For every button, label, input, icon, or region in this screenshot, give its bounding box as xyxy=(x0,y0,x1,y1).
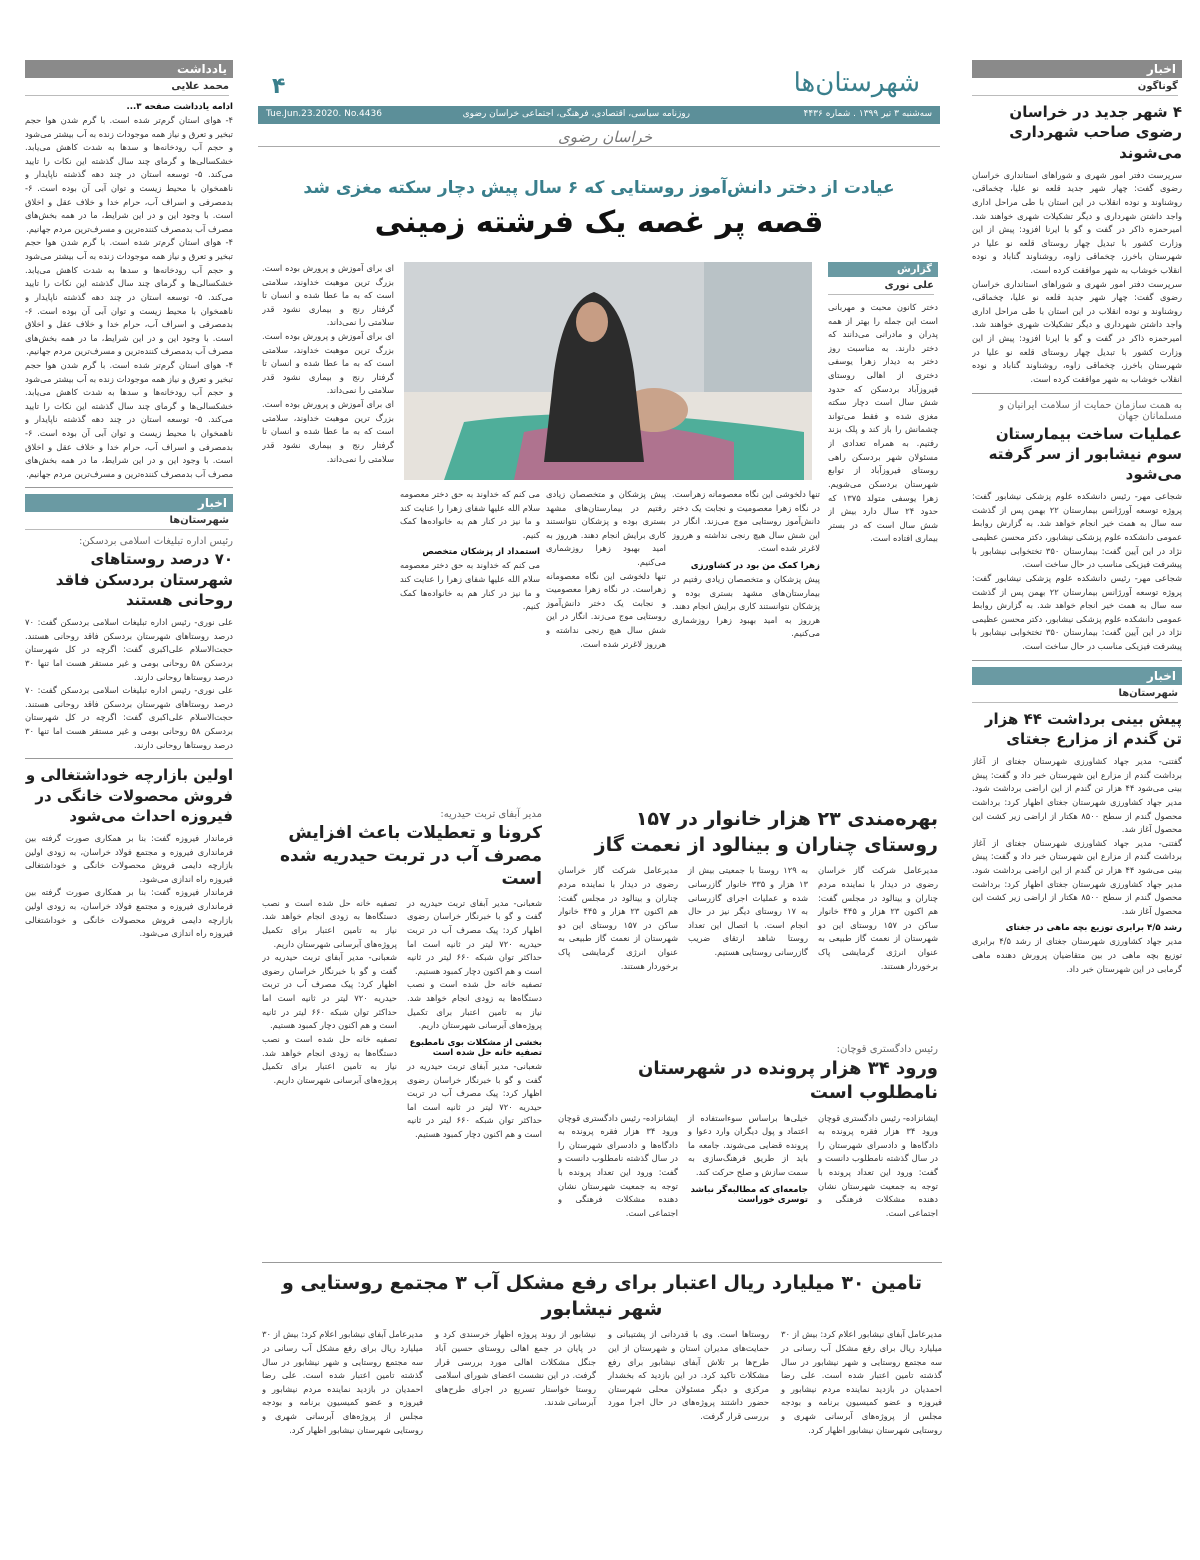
left-story2-headline: اولین بازارچه خوداشتغالی و فروش محصولات خانگی در فیروزه احداث می‌شود xyxy=(25,766,233,825)
torbat-body-2-cont: شعبانی- مدیر آبفای تربت حیدریه در گفت و گو با خبرنگار خراسان رضوی اظهار کرد: پیک مصرف آب در تربت حیدریه ۷۲۰ لیتر در ثانیه است اما حداکثر توان شبکه ۶۶۰ لیتر در ثانیه است و هم اکنون دچار کمبود هستیم. xyxy=(262,952,397,1031)
lead-col-1 xyxy=(828,262,938,792)
left-story2-body: فرماندار فیروزه گفت: بنا بر همکاری صورت گرفته بین فرمانداری فیروزه و مجتمع فولاد خراسان، به زودی اولین بازارچه دایمی فروش محصولات خانگی و خوداشتغالی فیروزه راه اندازی می‌شود. xyxy=(25,833,233,884)
lead-photo xyxy=(404,262,812,480)
chenaran-headline: بهره‌مندی ۲۳ هزار خانوار در ۱۵۷ روستای چناران و بینالود از نعمت گاز xyxy=(594,808,938,856)
issue-date-en: Tue.Jun.23.2020. No.4436 xyxy=(266,109,382,119)
quchan-body-2: خیلی‌ها براساس سوءاستفاده از اعتماد و پول دیگران وارد دعوا و پرونده قضایی می‌شوند. جامعه ما باید از طریق فرهنگ‌سازی به سمت سازش و صلح حرکت کند. xyxy=(688,1112,808,1178)
lead-col-5 xyxy=(262,262,394,792)
lead-col2-text-cont: پیش پزشکان و متخصصان زیادی رفتیم در بیمارستان‌های مشهد بستری بوده و پزشکان نتوانستند کاری برایش انجام دهند. هرروز به امید بهبود زهرا روزشماری می‌کنیم. xyxy=(672,574,820,639)
left-story1-headline: ۷۰ درصد روستاهای شهرستان بردسکن فاقد روحانی هستند xyxy=(55,550,233,609)
torbat-body-1: شعبانی- مدیر آبفای تربت حیدریه در گفت و گو با خبرنگار خراسان رضوی اظهار کرد: پیک مصرف آب در تربت حیدریه ۷۲۰ لیتر در ثانیه است اما حداکثر توان شبکه ۶۶۰ لیتر در ثانیه است و هم اکنون دچار کمبود هستیم. xyxy=(407,897,542,976)
note-continued: ادامه یادداشت صفحه ۳... xyxy=(126,102,233,112)
lead-col-3 xyxy=(546,488,666,793)
quchan-headline: ورود ۳۴ هزار پرونده در شهرستان نامطلوب است xyxy=(638,1058,938,1104)
lead-col3-text-cont: تنها دلخوشی این نگاه معصومانه زهراست. در نگاه زهرا معصومیت و نجابت یک دختر دانش‌آموز روستایی موج می‌زند. انگار در این شش سال هیچ رنجی نداشته و هرروز لاغرتر شده است. xyxy=(546,570,666,649)
right-news2-sublabel: شهرستان‌ها xyxy=(972,688,1178,703)
torbat-body-2-cont2: تصفیه خانه حل شده است و نصب دستگاه‌ها به زودی انجام خواهد شد. نیاز به تامین اعتبار برای تکمیل پروژه‌های آبرسانی شهرستان داریم. xyxy=(262,1033,397,1085)
paper-tagline: روزنامه سیاسی، اقتصادی، فرهنگی، اجتماعی خراسان رضوی xyxy=(462,109,690,119)
lead-headline: قصه پر غصه یک فرشته زمینی xyxy=(374,205,824,240)
right-story1-headline: ۴ شهر جدید در خراسان رضوی صاحب شهرداری می‌شوند xyxy=(1009,103,1182,162)
masthead-info-bar xyxy=(258,106,940,124)
report-author: علی نوری xyxy=(828,280,934,295)
chenaran-body-2: به ۱۲۹ روستا با جمعیتی بیش از ۱۳ هزار و ۳۳۵ خانوار گازرسانی شده و عملیات اجرای گازرسانی به ۱۷ روستای دیگر نیز در حال انجام است. با اتصال این تعداد روستا شاهد ارتقای ضریب گازرسانی روستایی هستیم. xyxy=(688,865,808,957)
quchan-body-1: ایشانزاده- رئیس دادگستری قوچان ورود ۳۴ هزار فقره پرونده به دادگاه‌ها و دادسرای شهرستان را در سال گذشته نامطلوب دانست و گفت: ورود این تعداد پرونده با توجه به جمعیت شهرستان نشان دهنده مشکلات فرهنگی و اجتماعی است. xyxy=(818,1112,938,1218)
note-body-cont: ۴- هوای استان گرم‌تر شده است. با گرم شدن هوا حجم تبخیر و تعرق و نیاز همه موجودات زنده به آب بیشتر می‌شود و حجم آب رودخانه‌ها و سدها به شدت کاهش می‌یابد. خشکسالی‌ها و گرمای چند سال گذشته این نکات را تایید می‌کند. ۵- توسعه استان در چند دهه گذشته ناپایدار و ناهمخوان با محیط زیست و توان آبی آن بوده است. ۶- بدمصرفی و اسراف آب، حرام خدا و خلاف عقل و اخلاق است. با وجود این و در این شرایط، ما در همه بخش‌های مصرف آب بدمصرف کننده‌ترین و مسرف‌ترین مردم جهانیم. xyxy=(25,237,233,357)
lead-intro: دختر کانون محبت و مهربانی است این جمله را بهتر از همه پدران و مادرانی می‌دانند که دختر دارند. به مناسبت روز دختر به دیدار زهرا یوسفی دختری از اهالی روستای فیروزآباد بردسکن که حدود شش سال است دچار سکته مغزی شده و فقط می‌تواند چشمانش را باز کند و پلک بزند رفتیم. به همراه تعدادی از مسئولان شهر بردسکن راهی روستای فیروزآباد از توابع شهرستان بردسکن می‌شویم. زهرا یوسفی متولد ۱۳۷۵ که حدود ۲۴ سال دارد بیش از شش سال است که در بستر بیماری افتاده است. xyxy=(828,302,938,544)
right-story4-body: مدیر جهاد کشاورزی شهرستان جغتای از رشد ۴/۵ برابری توزیع بچه ماهی در بین متقاضیان پرورش دهنده ماهی گرمابی در این شهرستان خبر داد. xyxy=(972,936,1182,974)
torbat-headline: کرونا و تعطیلات باعث افزایش مصرف آب در تربت حیدریه شده است xyxy=(279,823,542,889)
lead-col5-text-cont: ای برای آموزش و پرورش بوده است. بزرگ ترین موهبت خداوند، سلامتی است که به ما عطا شده و انسان تا گرفتار رنج و بیماری نشود قدر سلامتی را نمی‌داند. xyxy=(262,331,394,396)
chenaran-story xyxy=(558,805,938,1035)
note-author: محمد علایی xyxy=(25,81,229,96)
report-label: گزارش xyxy=(828,262,938,277)
torbat-story xyxy=(262,805,542,1255)
bottom-body-3: نیشابور از روند پروژه اظهار خرسندی کرد و در پایان در جمع اهالی روستای حسین آباد جنگل مشکلات اهالی مورد بررسی قرار گرفت. در این نشست اعضای شورای اسلامی روستا خواستار تسریع در اجرای طرح‌های آبرسانی شدند. xyxy=(435,1329,596,1408)
torbat-body-2: تصفیه خانه حل شده است و نصب دستگاه‌ها به زودی انجام خواهد شد. نیاز به تامین اعتبار برای تکمیل پروژه‌های آبرسانی شهرستان داریم. xyxy=(262,897,397,949)
right-story1-body-cont: سرپرست دفتر امور شهری و شوراهای استانداری خراسان رضوی گفت: چهار شهر جدید قلعه نو علیا، چخماقی، روشناوند و نوده انقلاب در این استان با طی مراحل اداری واجد داشتن شهرداری و دیگر تشکیلات شهری خواهند شد. امیرحمزه ذاکر در گفت و گو با ایرنا افزود: پیش از این وزارت کشور با تبدیل چهار روستای قلعه نو علیا در شهرستان باخرز، چخماقی زاوه، روشناوند گناباد و نوده انقلاب خوشاب به شهر موافقت کرده است. xyxy=(972,278,1182,384)
lead-col5-text: ای برای آموزش و پرورش بوده است. بزرگ ترین موهبت خداوند، سلامتی است که به ما عطا شده و انسان تا گرفتار رنج و بیماری نشود قدر سلامتی را نمی‌داند. xyxy=(262,263,394,328)
lead-col-2 xyxy=(672,488,820,793)
quchan-kicker: رئیس دادگستری قوچان: xyxy=(836,1044,938,1055)
right-story2-body-cont: شجاعی مهر- رئیس دانشکده علوم پزشکی نیشابور گفت: پروژه توسعه آورژانس بیمارستان ۲۲ بهمن پس از گذشت سه سال به همت خیر انجام خواهد شد. به گزارش روابط عمومی دانشکده علوم پزشکی نیشابور، دکتر محسن عظیمی نژاد در این آیین گفت: بیمارستان ۳۵۰ تختخوابی نیشابور با پیشرفت فیزیکی مناسب در حال ساخت است. xyxy=(972,572,1182,651)
torbat-subheading: بخشی از مشکلات بوی نامطبوع تصفیه خانه حل شده است xyxy=(409,1037,542,1058)
bottom-body-2: روستاها است. وی با قدردانی از پشتیبانی و حمایت‌های مدیران استان و شهرستان از این طرح‌ها بر تلاش آبفای نیشابور برای رفع مشکلات تاکید کرد. در این بازدید که بخشدار مرکزی و دیگر مسئولان محلی شهرستان حضور داشتند پروژه‌های در حال اجرا مورد بررسی قرار گرفت. xyxy=(608,1329,769,1421)
left-story1-body-cont: علی نوری- رئیس اداره تبلیغات اسلامی بردسکن گفت: ۷۰ درصد روستاهای شهرستان بردسکن فاقد روحانی هستند. حجت‌الاسلام علی‌اکبری گفت: اگرچه در کل شهرستان بردسکن ۵۸ روحانی بومی و غیر مستقر هست اما تنها ۳۰ درصد روستاها روحانی دارند. xyxy=(25,685,233,750)
right-story3-body-cont: گفتنی- مدیر جهاد کشاورزی شهرستان جغتای از آغاز برداشت گندم از مزارع این شهرستان خبر داد و گفت: پیش بینی می‌شود ۴۴ هزار تن گندم از این اراضی برداشت شود. مدیر جهاد کشاورزی شهرستان جغتای اظهار کرد: برداشت محصول گندم از سطح ۸۵۰۰ هکتار از اراضی زیر کشت این محصول آغاز شد. xyxy=(972,837,1182,916)
note-body: ۴- هوای استان گرم‌تر شده است. با گرم شدن هوا حجم تبخیر و تعرق و نیاز همه موجودات زنده به آب بیشتر می‌شود و حجم آب رودخانه‌ها و سدها به شدت کاهش می‌یابد. خشکسالی‌ها و گرمای چند سال گذشته این نکات را تایید می‌کند. ۵- توسعه استان در چند دهه گذشته ناپایدار و ناهمخوان با محیط زیست و توان آبی آن بوده است. ۶- بدمصرفی و اسراف آب، حرام خدا و خلاف عقل و اخلاق است. با وجود این و در این شرایط، ما در همه بخش‌های مصرف آب بدمصرف کننده‌ترین و مسرف‌ترین مردم جهانیم. xyxy=(25,115,233,234)
lead-col-4 xyxy=(400,488,540,793)
bottom-body-4: مدیرعامل آبفای نیشابور اعلام کرد: بیش از ۳۰ میلیارد ریال برای رفع مشکل آب رسانی در سه مجتمع روستایی و شهر نیشابور در سال گذشته تامین اعتبار شده است. علی رضا احمدیان در بازدید نماینده مردم نیشابور و فیروزه و عضو کمیسیون برنامه و بودجه مجلس از پروژه‌های آبرسانی شهری و روستایی شهرستان نیشابور اظهار کرد. xyxy=(262,1329,423,1435)
right-news2-label: اخبار xyxy=(972,667,1182,685)
lead-subheading-2: استمداد از پزشکان متخصص xyxy=(422,547,540,558)
lead-photo-illustration xyxy=(404,262,812,480)
section-title: شهرستان‌ها xyxy=(793,68,920,98)
bottom-body-1: مدیرعامل آبفای نیشابور اعلام کرد: بیش از ۳۰ میلیارد ریال برای رفع مشکل آب رسانی در سه مجتمع روستایی و شهر نیشابور در سال گذشته تامین اعتبار شده است. علی رضا احمدیان در بازدید نماینده مردم نیشابور و فیروزه و عضو کمیسیون برنامه و بودجه مجلس از پروژه‌های آبرسانی شهری و روستایی شهرستان نیشابور اظهار کرد. xyxy=(781,1329,942,1435)
quchan-subheading: جامعه‌ای که مطالبه‌گر نباشد توسری خوراست xyxy=(690,1184,808,1205)
issue-date-fa: سه‌شنبه ۳ تیر ۱۳۹۹ . شماره ۴۴۳۶ xyxy=(803,109,932,119)
lead-col3-text: پیش پزشکان و متخصصان زیادی رفتیم در بیمارستان‌های مشهد بستری بوده و پزشکان نتوانستند کاری برایش انجام دهند. هرروز به امید بهبود زهرا روزشماری می‌کنیم. xyxy=(546,489,666,568)
lead-col4-text: می کنم که خداوند به حق دختر معصومه سلام الله علیها شفای زهرا را عنایت کند و ما نیز در کنار هم به خانواده‌ها کمک کنیم. xyxy=(400,489,540,540)
lead-subheadline: عیادت از دختر دانش‌آموز روستایی که ۶ سال پیش دچار سکته مغزی شد xyxy=(303,178,895,198)
chenaran-body-1: مدیرعامل شرکت گاز خراسان رضوی در دیدار با نماینده مردم چناران و بینالود در مجلس گفت: هم اکنون ۲۳ هزار و ۴۴۵ خانوار ساکن در ۱۵۷ روستای این دو شهرستان از نعمت گاز طبیعی به عنوان انرژی گرمایشی پاک برخوردار هستند. xyxy=(818,865,938,971)
lead-col5-text-cont2: ای برای آموزش و پرورش بوده است. بزرگ ترین موهبت خداوند، سلامتی است که به ما عطا شده و انسان تا گرفتار رنج و بیماری نشود قدر سلامتی را نمی‌داند. xyxy=(262,399,394,464)
note-body-cont2: ۴- هوای استان گرم‌تر شده است. با گرم شدن هوا حجم تبخیر و تعرق و نیاز همه موجودات زنده به آب بیشتر می‌شود و حجم آب رودخانه‌ها و سدها به شدت کاهش می‌یابد. خشکسالی‌ها و گرمای چند سال گذشته این نکات را تایید می‌کند. ۵- توسعه استان در چند دهه گذشته ناپایدار و ناهمخوان با محیط زیست و توان آبی آن بوده است. ۶- بدمصرفی و اسراف آب، حرام خدا و خلاف عقل و اخلاق است. با وجود این و در این شرایط، ما در همه بخش‌های مصرف آب بدمصرف کننده‌ترین و مسرف‌ترین مردم جهانیم. xyxy=(25,359,233,479)
right-news-label: اخبار xyxy=(972,60,1182,78)
left-story2-body-cont: فرماندار فیروزه گفت: بنا بر همکاری صورت گرفته بین فرمانداری فیروزه و مجتمع فولاد خراسان، به زودی اولین بازارچه دایمی فروش محصولات خانگی و خوداشتغالی فیروزه راه اندازی می‌شود. xyxy=(25,887,233,939)
quchan-body-3: ایشانزاده- رئیس دادگستری قوچان ورود ۳۴ هزار فقره پرونده به دادگاه‌ها و دادسرای شهرستان را در سال گذشته نامطلوب دانست و گفت: ورود این تعداد پرونده با توجه به جمعیت شهرستان نشان دهنده مشکلات فرهنگی و اجتماعی است. xyxy=(558,1112,678,1218)
left-news-sublabel: شهرستان‌ها xyxy=(25,515,229,530)
left-story1-body: علی نوری- رئیس اداره تبلیغات اسلامی بردسکن گفت: ۷۰ درصد روستاهای شهرستان بردسکن فاقد روحانی هستند. حجت‌الاسلام علی‌اکبری گفت: اگرچه در کل شهرستان بردسکن ۵۸ روحانی بومی و غیر مستقر هست اما تنها ۳۰ درصد روستاها روحانی دارند. xyxy=(25,617,233,682)
lead-subheading-1: زهرا کمک من بود در کشاورزی xyxy=(690,561,820,572)
torbat-body-1-cont2: شعبانی- مدیر آبفای تربت حیدریه در گفت و گو با خبرنگار خراسان رضوی اظهار کرد: پیک مصرف آب در تربت حیدریه ۷۲۰ لیتر در ثانیه است اما حداکثر توان شبکه ۶۶۰ لیتر در ثانیه است و هم اکنون دچار کمبود هستیم. xyxy=(407,1060,542,1139)
left-column xyxy=(25,60,233,1550)
right-story3-headline: پیش بینی برداشت ۴۴ هزار تن گندم از مزارع جغتای xyxy=(984,709,1182,748)
left-story1-kicker: رئیس اداره تبلیغات اسلامی بردسکن: xyxy=(78,536,233,548)
right-story2-kicker: به همت سازمان حمایت از سلامت ایرانیان و مسلمانان جهان xyxy=(999,399,1182,422)
right-story1-body: سرپرست دفتر امور شهری و شوراهای استانداری خراسان رضوی گفت: چهار شهر جدید قلعه نو علیا، چخماقی، روشناوند و نوده انقلاب در این استان با طی مراحل اداری واجد داشتن شهرداری و دیگر تشکیلات شهری خواهند شد. امیرحمزه ذاکر در گفت و گو با ایرنا افزود: پیش از این وزارت کشور با تبدیل چهار روستای قلعه نو علیا در شهرستان باخرز، چخماقی زاوه، روشناوند گناباد و نوده انقلاب خوشاب به شهر موافقت کرده است. xyxy=(972,169,1182,276)
paper-logo: خراسان رضوی xyxy=(558,128,653,146)
bottom-story xyxy=(262,1262,942,1509)
right-story2-body: شجاعی مهر- رئیس دانشکده علوم پزشکی نیشابور گفت: پروژه توسعه آورژانس بیمارستان ۲۲ بهمن پس از گذشت سه سال به همت خیر انجام خواهد شد. به گزارش روابط عمومی دانشکده علوم پزشکی نیشابور، دکتر محسن عظیمی نژاد در این آیین گفت: بیمارستان ۳۵۰ تختخوابی نیشابور با پیشرفت فیزیکی مناسب در حال ساخت است. xyxy=(972,491,1182,570)
bottom-headline: تامین ۳۰ میلیارد ریال اعتبار برای رفع مشکل آب ۳ مجتمع روستایی و شهر نیشابور xyxy=(281,1272,923,1320)
right-news-column xyxy=(972,60,1182,1550)
right-story2-headline: عملیات ساخت بیمارستان سوم نیشابور از سر گرفته می‌شود xyxy=(988,424,1182,483)
page-number: ۴ xyxy=(272,74,286,99)
right-news-sublabel: گوناگون xyxy=(972,81,1178,96)
quchan-story xyxy=(558,1040,938,1255)
left-news-label: اخبار xyxy=(25,494,233,512)
masthead xyxy=(258,62,940,147)
torbat-body-1-cont: تصفیه خانه حل شده است و نصب دستگاه‌ها به زودی انجام خواهد شد. نیاز به تامین اعتبار برای تکمیل پروژه‌های آبرسانی شهرستان داریم. xyxy=(407,979,542,1031)
right-story4-subheading: رشد ۴/۵ برابری توزیع بچه ماهی در جغتای xyxy=(1005,923,1182,934)
note-label: یادداشت xyxy=(25,60,233,78)
chenaran-body-3: مدیرعامل شرکت گاز خراسان رضوی در دیدار با نماینده مردم چناران و بینالود در مجلس گفت: هم اکنون ۲۳ هزار و ۴۴۵ خانوار ساکن در ۱۵۷ روستای این دو شهرستان از نعمت گاز طبیعی به عنوان انرژی گرمایشی پاک برخوردار هستند. xyxy=(558,865,678,971)
lead-col4-text-cont: می کنم که خداوند به حق دختر معصومه سلام الله علیها شفای زهرا را عنایت کند و ما نیز در کنار هم به خانواده‌ها کمک کنیم. xyxy=(400,560,540,612)
lead-col2-text: تنها دلخوشی این نگاه معصومانه زهراست. در نگاه زهرا معصومیت و نجابت یک دختر دانش‌آموز روستایی موج می‌زند. انگار در این شش سال هیچ رنجی نداشته و هرروز لاغرتر شده است. xyxy=(672,489,820,554)
right-story3-body: گفتنی- مدیر جهاد کشاورزی شهرستان جغتای از آغاز برداشت گندم از مزارع این شهرستان خبر داد و گفت: پیش بینی می‌شود ۴۴ هزار تن گندم از این اراضی برداشت شود. مدیر جهاد کشاورزی شهرستان جغتای اظهار کرد: برداشت محصول گندم از سطح ۸۵۰۰ هکتار از اراضی زیر کشت این محصول آغاز شد. xyxy=(972,756,1182,835)
torbat-kicker: مدیر آبفای تربت حیدریه: xyxy=(440,809,542,820)
